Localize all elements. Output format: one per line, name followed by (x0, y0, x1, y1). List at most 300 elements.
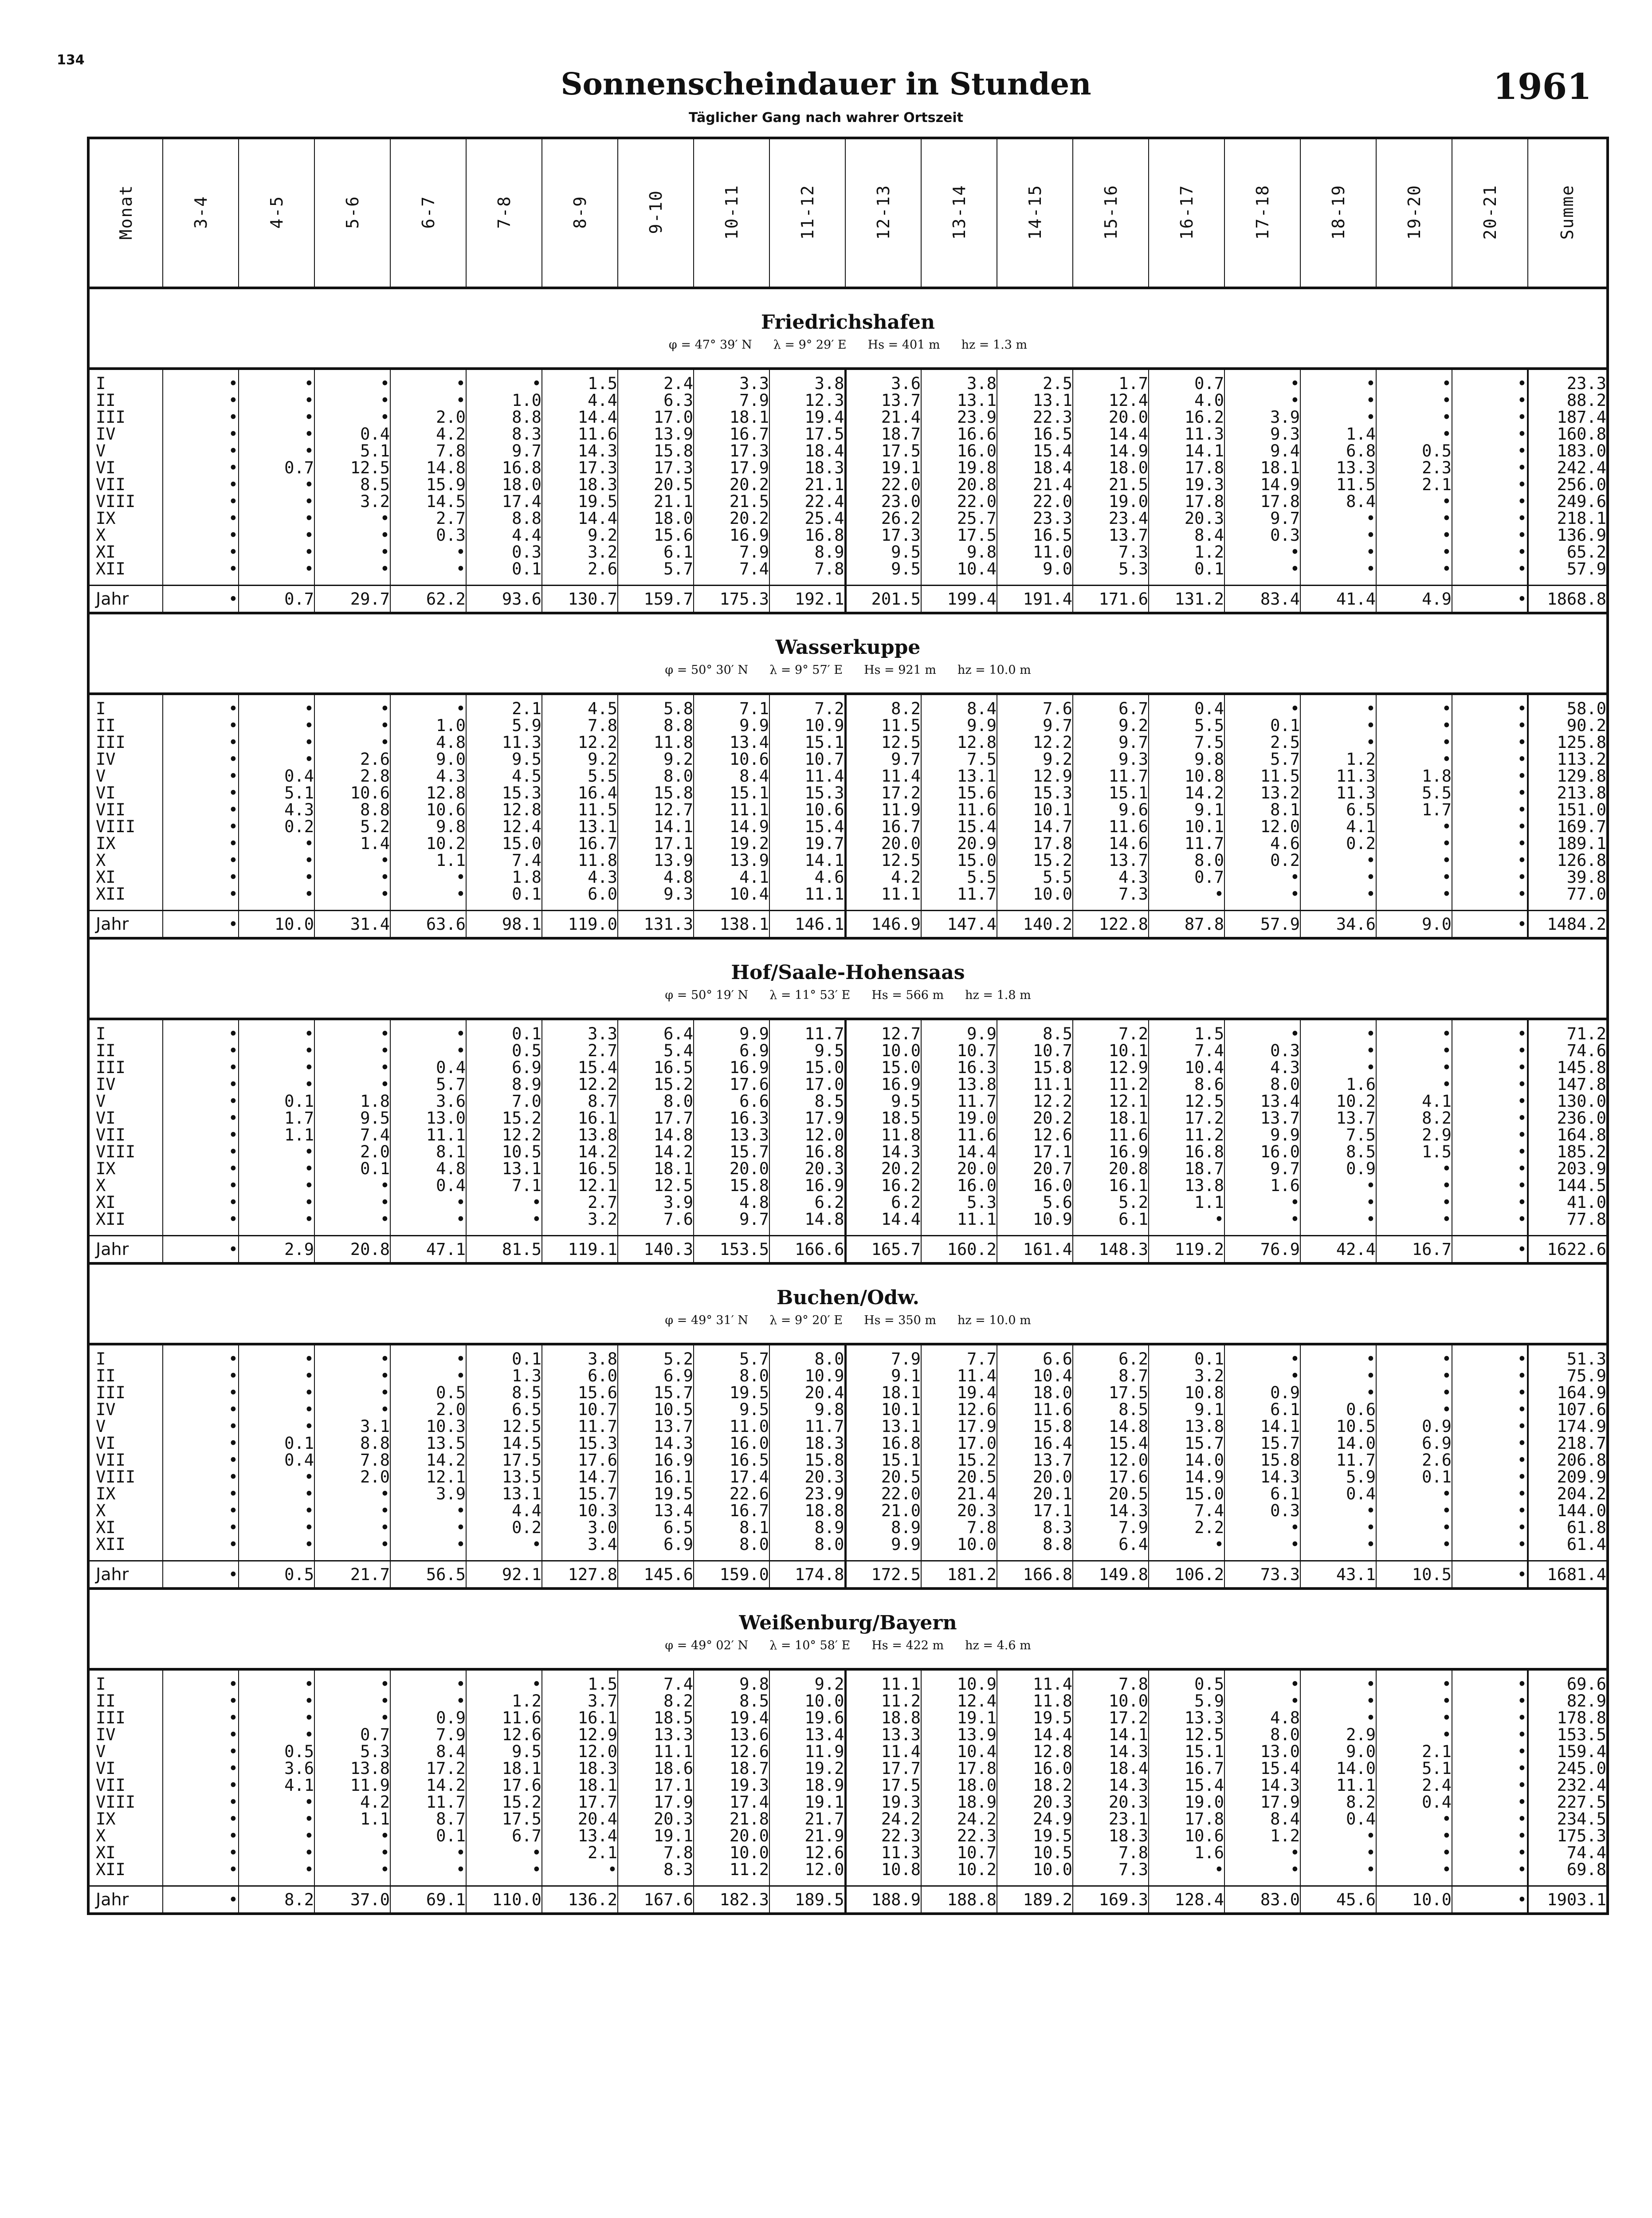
hour-cell: • (163, 1076, 239, 1093)
hour-cell: 11.1 (694, 802, 769, 818)
hour-cell: 10.9 (921, 1669, 997, 1693)
column-header-label: 12-13 (873, 184, 893, 240)
hour-cell: 19.1 (921, 1710, 997, 1726)
hour-cell: 19.3 (694, 1777, 769, 1794)
hour-cell: 0.4 (390, 1177, 466, 1194)
year-total-label: Jahr (88, 911, 163, 939)
hour-cell: 7.9 (694, 544, 769, 561)
hour-cell: 18.8 (845, 1710, 921, 1726)
hour-cell: 5.7 (1224, 751, 1300, 768)
sum-cell: 71.2 (1528, 1019, 1608, 1042)
hour-cell: 13.1 (921, 768, 997, 785)
hour-cell: 14.4 (542, 409, 618, 426)
hour-cell: • (314, 886, 390, 911)
year-hour-cell: 21.7 (314, 1561, 390, 1589)
hour-cell: 8.0 (769, 1536, 845, 1561)
hour-cell: 20.0 (921, 1160, 997, 1177)
hour-cell: • (314, 544, 390, 561)
hour-cell: • (1376, 1519, 1452, 1536)
hour-cell: • (239, 426, 314, 443)
year-hour-cell: 8.2 (239, 1886, 314, 1914)
hour-cell: 5.2 (1073, 1194, 1149, 1211)
hour-cell: • (1452, 785, 1528, 802)
month-cell: III (88, 409, 163, 426)
hour-cell: 14.5 (466, 1435, 542, 1452)
hour-cell: • (1300, 734, 1376, 751)
hour-cell: 20.5 (1073, 1486, 1149, 1502)
table-row (88, 1059, 1608, 1076)
hour-cell: • (1224, 1861, 1300, 1886)
hour-cell: 11.3 (1300, 768, 1376, 785)
hour-cell: 0.5 (390, 1384, 466, 1401)
hour-cell: 10.4 (694, 886, 769, 911)
hour-cell: 5.9 (1149, 1693, 1224, 1710)
hour-cell: 17.6 (466, 1777, 542, 1794)
hour-cell: 3.2 (1149, 1368, 1224, 1384)
year-hour-cell: 128.4 (1149, 1886, 1224, 1914)
hour-cell: 16.1 (542, 1710, 618, 1726)
hour-cell: 3.2 (314, 493, 390, 510)
hour-cell: • (163, 694, 239, 717)
hour-cell: 18.4 (997, 460, 1073, 476)
hour-cell: 0.3 (1224, 1502, 1300, 1519)
hour-cell: 17.8 (921, 1760, 997, 1777)
month-cell: II (88, 1042, 163, 1059)
hour-cell: 4.4 (466, 527, 542, 544)
hour-cell: 14.3 (1224, 1777, 1300, 1794)
hour-cell: 4.5 (542, 694, 618, 717)
hour-cell: • (1452, 493, 1528, 510)
hour-cell: 20.5 (618, 476, 694, 493)
hour-cell: 12.5 (845, 852, 921, 869)
hour-cell: 11.7 (921, 886, 997, 911)
hour-cell: 15.8 (997, 1059, 1073, 1076)
hour-cell: 14.8 (618, 1127, 694, 1144)
hour-cell: 11.6 (921, 802, 997, 818)
hour-cell: 17.9 (769, 1110, 845, 1127)
hour-cell: • (1376, 1160, 1452, 1177)
month-cell: X (88, 1177, 163, 1194)
column-header-hour (997, 138, 1073, 288)
hour-cell: 18.0 (997, 1384, 1073, 1401)
table-row (88, 527, 1608, 544)
station-header-cell (88, 288, 1608, 369)
hour-cell: 15.4 (769, 818, 845, 835)
hour-cell: • (239, 1344, 314, 1368)
hour-cell: • (239, 869, 314, 886)
hour-cell: 11.0 (997, 544, 1073, 561)
month-cell: XII (88, 1211, 163, 1236)
hour-cell: • (1376, 1669, 1452, 1693)
year-hour-cell: 191.4 (997, 586, 1073, 613)
hour-cell: 9.8 (390, 818, 466, 835)
hour-cell: • (239, 544, 314, 561)
hour-cell: 19.3 (845, 1794, 921, 1811)
hour-cell: 23.0 (845, 493, 921, 510)
hour-cell: 22.3 (997, 409, 1073, 426)
sum-cell: 147.8 (1528, 1076, 1608, 1093)
month-cell: X (88, 852, 163, 869)
hour-cell: • (1300, 1828, 1376, 1844)
year-hour-cell: 171.6 (1073, 586, 1149, 613)
hour-cell: 4.3 (542, 869, 618, 886)
hour-cell: 21.7 (769, 1811, 845, 1828)
hour-cell: 21.8 (694, 1811, 769, 1828)
station-hz: hz = 1.3 m (961, 338, 1028, 352)
hour-cell: 9.5 (314, 1110, 390, 1127)
column-header-label: 13-14 (949, 184, 969, 240)
page-subtitle: Täglicher Gang nach wahrer Ortszeit (688, 110, 964, 126)
hour-cell: 15.1 (769, 734, 845, 751)
hour-cell: 12.2 (466, 1127, 542, 1144)
hour-cell: 6.9 (694, 1042, 769, 1059)
hour-cell: 14.9 (1149, 1469, 1224, 1486)
hour-cell: 10.1 (845, 1401, 921, 1418)
hour-cell: 14.3 (1073, 1502, 1149, 1519)
table-row (88, 1726, 1608, 1743)
hour-cell: 5.9 (1300, 1469, 1376, 1486)
year-hour-cell: 20.8 (314, 1236, 390, 1264)
hour-cell: • (1376, 561, 1452, 586)
hour-cell: • (314, 694, 390, 717)
hour-cell: • (1300, 392, 1376, 409)
table-row (88, 1211, 1608, 1236)
hour-cell: 15.1 (694, 785, 769, 802)
year-hour-cell: 189.5 (769, 1886, 845, 1914)
station-coordinates (90, 1313, 1606, 1327)
hour-cell: 7.4 (314, 1127, 390, 1144)
sum-cell: 159.4 (1528, 1743, 1608, 1760)
hour-cell: • (1300, 1194, 1376, 1211)
hour-cell: 8.5 (769, 1093, 845, 1110)
hour-cell: • (239, 1177, 314, 1194)
hour-cell: • (163, 1110, 239, 1127)
year-hour-cell: 31.4 (314, 911, 390, 939)
hour-cell: • (163, 869, 239, 886)
sum-cell: 77.0 (1528, 886, 1608, 911)
column-header-label: 20-21 (1480, 184, 1500, 240)
hour-cell: • (1224, 869, 1300, 886)
year-hour-cell: 106.2 (1149, 1561, 1224, 1589)
hour-cell: • (1376, 1177, 1452, 1194)
hour-cell: 0.4 (1300, 1486, 1376, 1502)
month-cell: VII (88, 802, 163, 818)
hour-cell: • (1376, 1811, 1452, 1828)
hour-cell: 0.7 (314, 1726, 390, 1743)
hour-cell: 17.4 (466, 493, 542, 510)
hour-cell: 0.1 (390, 1828, 466, 1844)
hour-cell: • (1300, 1519, 1376, 1536)
month-cell: VI (88, 1435, 163, 1452)
hour-cell: 10.6 (314, 785, 390, 802)
hour-cell: • (1452, 751, 1528, 768)
hour-cell: • (163, 392, 239, 409)
table-row (88, 443, 1608, 460)
year-hour-cell: 169.3 (1073, 1886, 1149, 1914)
hour-cell: • (163, 1502, 239, 1519)
hour-cell: 15.8 (997, 1418, 1073, 1435)
table-row (88, 1418, 1608, 1435)
hour-cell: 14.8 (1073, 1418, 1149, 1435)
hour-cell: • (390, 1344, 466, 1368)
hour-cell: 8.5 (1300, 1144, 1376, 1160)
hour-cell: 11.7 (769, 1418, 845, 1435)
hour-cell: 9.5 (466, 751, 542, 768)
hour-cell: 0.3 (1224, 527, 1300, 544)
column-header-label: 7-8 (494, 195, 514, 229)
month-cell: III (88, 734, 163, 751)
hour-cell: 18.3 (1073, 1828, 1149, 1844)
hour-cell: 6.7 (1073, 694, 1149, 717)
table-row (88, 1127, 1608, 1144)
month-cell: X (88, 1828, 163, 1844)
hour-cell: 12.2 (542, 1076, 618, 1093)
hour-cell: 18.5 (845, 1110, 921, 1127)
station-name: Wasserkuppe (775, 636, 921, 659)
hour-cell: 2.6 (314, 751, 390, 768)
sum-cell: 107.6 (1528, 1401, 1608, 1418)
year-hour-cell: 131.2 (1149, 586, 1224, 613)
hour-cell: 12.5 (618, 1177, 694, 1194)
hour-cell: • (163, 886, 239, 911)
hour-cell: • (1224, 1669, 1300, 1693)
hour-cell: 4.3 (390, 768, 466, 785)
hour-cell: 0.7 (1149, 869, 1224, 886)
hour-cell: 11.4 (845, 768, 921, 785)
hour-cell: • (314, 1194, 390, 1211)
hour-cell: • (163, 785, 239, 802)
hour-cell: 13.2 (1224, 785, 1300, 802)
hour-cell: 18.8 (769, 1502, 845, 1519)
hour-cell: 0.6 (1300, 1401, 1376, 1418)
sum-cell: 227.5 (1528, 1794, 1608, 1811)
hour-cell: • (1376, 1861, 1452, 1886)
hour-cell: 10.0 (845, 1042, 921, 1059)
hour-cell: 11.7 (1300, 1452, 1376, 1469)
month-cell: I (88, 1344, 163, 1368)
hour-cell: • (163, 1760, 239, 1777)
year-sum-cell: 1484.2 (1528, 911, 1608, 939)
hour-cell: 19.1 (845, 460, 921, 476)
hour-cell: 17.1 (618, 835, 694, 852)
hour-cell: • (1300, 1177, 1376, 1194)
sum-cell: 175.3 (1528, 1828, 1608, 1844)
hour-cell: • (1224, 1519, 1300, 1536)
year-hour-cell: 130.7 (542, 586, 618, 613)
hour-cell: 9.7 (466, 443, 542, 460)
hour-cell: 9.9 (845, 1536, 921, 1561)
hour-cell: 11.1 (845, 886, 921, 911)
hour-cell: 12.4 (1073, 392, 1149, 409)
hour-cell: • (314, 1059, 390, 1076)
hour-cell: • (239, 1486, 314, 1502)
sum-cell: 203.9 (1528, 1160, 1608, 1177)
hour-cell: 8.7 (542, 1093, 618, 1110)
hour-cell: 13.9 (618, 426, 694, 443)
sum-cell: 88.2 (1528, 392, 1608, 409)
hour-cell: 13.0 (390, 1110, 466, 1127)
hour-cell: 3.3 (694, 369, 769, 392)
hour-cell: • (542, 1861, 618, 1886)
hour-cell: • (163, 1344, 239, 1368)
station-header (88, 613, 1608, 694)
hour-cell: 17.0 (618, 409, 694, 426)
hour-cell: • (390, 1861, 466, 1886)
hour-cell: 4.1 (239, 1777, 314, 1794)
hour-cell: 5.5 (921, 869, 997, 886)
hour-cell: 13.1 (466, 1160, 542, 1177)
hour-cell: 21.5 (694, 493, 769, 510)
hour-cell: 5.3 (921, 1194, 997, 1211)
station-name: Weißenburg/Bayern (739, 1612, 957, 1634)
hour-cell: • (1376, 1828, 1452, 1844)
hour-cell: 13.4 (694, 734, 769, 751)
hour-cell: 0.2 (466, 1519, 542, 1536)
hour-cell: • (163, 443, 239, 460)
year-hour-cell: 119.2 (1149, 1236, 1224, 1264)
hour-cell: 19.5 (997, 1828, 1073, 1844)
hour-cell: 20.9 (921, 835, 997, 852)
hour-cell: 14.3 (542, 443, 618, 460)
sum-cell: 206.8 (1528, 1452, 1608, 1469)
hour-cell: • (1300, 1042, 1376, 1059)
hour-cell: 11.6 (542, 426, 618, 443)
sum-cell: 69.6 (1528, 1669, 1608, 1693)
month-cell: V (88, 1418, 163, 1435)
hour-cell: • (314, 369, 390, 392)
hour-cell: 20.4 (542, 1811, 618, 1828)
hour-cell: • (239, 1042, 314, 1059)
hour-cell: • (239, 443, 314, 460)
hour-cell: 0.5 (1149, 1669, 1224, 1693)
hour-cell: • (163, 1794, 239, 1811)
hour-cell: 15.6 (921, 785, 997, 802)
hour-cell: • (163, 1669, 239, 1693)
year-hour-cell: 140.3 (618, 1236, 694, 1264)
column-header-label: Summe (1558, 184, 1577, 240)
hour-cell: 7.4 (618, 1669, 694, 1693)
hour-cell: 22.3 (921, 1828, 997, 1844)
hour-cell: • (163, 1726, 239, 1743)
hour-cell: 3.9 (390, 1486, 466, 1502)
hour-cell: 7.2 (769, 694, 845, 717)
hour-cell: 4.0 (1149, 392, 1224, 409)
column-header-label: 4-5 (267, 195, 286, 229)
hour-cell: • (163, 1828, 239, 1844)
hour-cell: 0.3 (390, 527, 466, 544)
hour-cell: 13.7 (1224, 1110, 1300, 1127)
hour-cell: • (1376, 818, 1452, 835)
hour-cell: 3.6 (239, 1760, 314, 1777)
year-hour-cell: 201.5 (845, 586, 921, 613)
hour-cell: 2.8 (314, 768, 390, 785)
hour-cell: 18.0 (466, 476, 542, 493)
table-row (88, 1093, 1608, 1110)
hour-cell: 5.7 (694, 1344, 769, 1368)
hour-cell: • (1224, 694, 1300, 717)
year-hour-cell: 182.3 (694, 1886, 769, 1914)
hour-cell: 9.5 (845, 544, 921, 561)
sum-cell: 151.0 (1528, 802, 1608, 818)
hour-cell: 13.5 (390, 1435, 466, 1452)
hour-cell: • (1300, 886, 1376, 911)
hour-cell: • (163, 510, 239, 527)
hour-cell: 9.2 (1073, 717, 1149, 734)
hour-cell: 2.3 (1376, 460, 1452, 476)
hour-cell: 3.8 (921, 369, 997, 392)
hour-cell: 7.8 (390, 443, 466, 460)
table-row (88, 510, 1608, 527)
hour-cell: • (1452, 1194, 1528, 1211)
hour-cell: 18.5 (618, 1710, 694, 1726)
hour-cell: 22.6 (694, 1486, 769, 1502)
hour-cell: • (1452, 852, 1528, 869)
hour-cell: • (390, 1519, 466, 1536)
hour-cell: 4.8 (390, 734, 466, 751)
hour-cell: 9.1 (1149, 802, 1224, 818)
hour-cell: 16.7 (542, 835, 618, 852)
hour-cell: 20.8 (1073, 1160, 1149, 1177)
year-hour-cell: 188.9 (845, 1886, 921, 1914)
hour-cell: 13.8 (1149, 1177, 1224, 1194)
hour-cell: 20.3 (618, 1811, 694, 1828)
hour-cell: 11.8 (845, 1127, 921, 1144)
hour-cell: 16.4 (542, 785, 618, 802)
hour-cell: 14.4 (845, 1211, 921, 1236)
hour-cell: • (239, 409, 314, 426)
month-cell: VII (88, 1452, 163, 1469)
hour-cell: 15.4 (1149, 1777, 1224, 1794)
hour-cell: • (239, 1726, 314, 1743)
column-header-label: 15-16 (1101, 184, 1121, 240)
hour-cell: • (239, 1368, 314, 1384)
year-label: 1961 (1493, 66, 1592, 107)
year-hour-cell: 16.7 (1376, 1236, 1452, 1264)
year-hour-cell: 146.1 (769, 911, 845, 939)
hour-cell: 3.9 (618, 1194, 694, 1211)
hour-cell: • (314, 1536, 390, 1561)
hour-cell: 20.1 (997, 1486, 1073, 1502)
hour-cell: 16.8 (769, 1144, 845, 1160)
hour-cell: 17.0 (769, 1076, 845, 1093)
hour-cell: • (1452, 1693, 1528, 1710)
hour-cell: • (239, 1669, 314, 1693)
hour-cell: • (1452, 1384, 1528, 1401)
hour-cell: • (1376, 1401, 1452, 1418)
hour-cell: 0.1 (466, 886, 542, 911)
station-hz: hz = 4.6 m (965, 1639, 1031, 1652)
hour-cell: • (163, 1861, 239, 1886)
hour-cell: • (1452, 561, 1528, 586)
hour-cell: 8.8 (466, 409, 542, 426)
hour-cell: 6.2 (1073, 1344, 1149, 1368)
hour-cell: 11.8 (997, 1693, 1073, 1710)
hour-cell: 14.8 (769, 1211, 845, 1236)
hour-cell: • (163, 544, 239, 561)
sum-cell: 234.5 (1528, 1811, 1608, 1828)
hour-cell: 0.9 (1224, 1384, 1300, 1401)
column-header-hour (390, 138, 466, 288)
hour-cell: 16.5 (542, 1160, 618, 1177)
hour-cell: • (1376, 1384, 1452, 1401)
hour-cell: 6.2 (845, 1194, 921, 1211)
hour-cell: 17.7 (618, 1110, 694, 1127)
hour-cell: 5.9 (466, 717, 542, 734)
table-row (88, 1669, 1608, 1693)
hour-cell: 13.1 (997, 392, 1073, 409)
hour-cell: 10.7 (997, 1042, 1073, 1059)
hour-cell: • (1300, 510, 1376, 527)
